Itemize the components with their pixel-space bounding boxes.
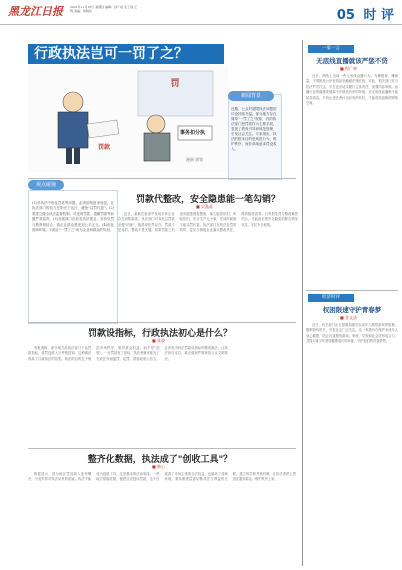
right-column-body-2: [306, 323, 398, 565]
article-2-paragraph: 有报道称，部分地方给执法部门下达罚款指标，将罚没收入与考核挂钩。这种做法背离了行政执法的初衷。执法的目的在于规范市场秩序、保护群众权益，而不是"创收"。一旦罚款有了指标，执法者就可能为了完成任务而滥罚、乱罚，损害政府公信力。必须坚决纠正罚款设指标的错误做法，让执法回归本位，真正做到严格规范公正文明执法。: [28, 346, 228, 361]
issue-info: 2021年11月18日 星期四 编辑：孙广斌 张丁锋 王辉 美编：杨晓彤: [70, 5, 138, 13]
article-1-paragraph: 近日，某地在检查中发现多家企业存在消防隐患，执法部门对其处以罚款后便"结案"，隐患却依然存在。罚款不是目的，整改才是关键。如果罚款之后没有跟进督促整改，那么隐患依旧，风险依旧。安全生产无小事，任何时候都不能以罚代管。执法部门在依法处罚的同时，更应当督促企业落实整改责任，做到隐患清零。只有把处罚与整改紧密结合，才能真正把安全隐患消除在萌芽状态，守住安全底线。: [118, 212, 298, 233]
viewpoints-text: (1)对执法中的乱罚款等问题，必须用制度来规范，让执法部门的权力在阳光下运行，避免"以罚代管"。(2)要建立健全执法监督机制，对违规罚款、超额罚款等问题严肃追责。(3)各级部门应转变执法观念，坚持处罚与教育相结合，真正让群众感受到公平正义。(4)优化营商环境，不能让"一罚了之"成为企业和群众的负担。: [32, 201, 114, 233]
news-background-text: 近期，公众对超限执法问题的讨论持续升温。部分地方存在简单"一罚了之"现象，有的执法部门把罚款作为主要手段，忽视了教育引导和规范管理，引发社会关注。专家指出，执法的根本目的是规范行为、维护秩序，而非单纯追求罚没收入。: [231, 107, 277, 151]
newspaper-logo: 黑龙江日报: [8, 5, 63, 18]
svg-text:罚: 罚: [170, 79, 180, 89]
viewpoints-tag: 观点碰撞: [28, 180, 64, 190]
column-divider: [302, 40, 303, 566]
right-column-title: 无底线直播就该严惩不贷: [316, 57, 388, 65]
right-column-label: 一家一言: [308, 45, 354, 53]
right-column-author: ■ 程广林: [340, 66, 358, 71]
page-header: [337, 4, 394, 23]
article-3-paragraph: 数据显示，部分地区罚没收入连年攀升，引发外界对执法动机的质疑。执法不能成为创收工具，这是基本的法治底线。一些地方财政吃紧，便把目光投向罚款，这不仅侵害了市场主体的合法权益，也破坏了营商环境。要从制度层面切断执法与利益的关联，建立科学的考核机制，让执法者把心思放在服务群众、维护秩序上来。: [28, 472, 296, 482]
news-background-tag: 新闻背景: [228, 91, 274, 101]
article-3-author: ■ 韩心: [152, 464, 166, 469]
section-divider-mid: [28, 322, 296, 323]
article-2-body: [28, 346, 296, 442]
cartoon-sign-text: 罚款: [98, 144, 111, 151]
section-divider-top: [28, 178, 296, 179]
right-column-paragraph: 近日，网络上出现一些无底线直播行为，为博眼球、赚流量，不惜挑战公序良俗甚至触碰法律红线。对此，相关部门应当依法严厉打击，平台也应切实履行主体责任，加强内容审核。直播行业的健康发展离不开规范有序的环境，对无底线直播绝不能姑息纵容。只有让违法者付出应有的代价，才能营造清朗的网络空间。: [306, 74, 398, 106]
feature-headline: 行政执法岂可一罚了之？: [28, 44, 224, 64]
cartoon-credit: 漫画 郭铭: [186, 157, 204, 162]
article-1-author: ■ 吴晶晶: [196, 204, 214, 209]
section-name: 时 评: [363, 8, 394, 23]
right-column-label-2: 经济时评: [308, 294, 354, 302]
viewpoints-box: [28, 190, 118, 324]
article-1-title: 罚款代整改，安全隐患能一笔勾销？: [135, 195, 280, 205]
right-column-title-2: 权困限速守护青春梦: [322, 306, 382, 314]
masthead: [0, 0, 402, 25]
article-2-title: 罚款设指标，行政执法初心是什么？: [87, 329, 232, 339]
article-1-body: [118, 212, 298, 316]
article-3-title: 整齐化数据，执法成了"创收工具"？: [87, 455, 233, 465]
right-column-body: [306, 74, 398, 286]
article-2-author: ■ 张骁: [152, 338, 166, 343]
news-background-box: [228, 94, 282, 180]
article-3-body: [28, 472, 296, 564]
cartoon-banner-text: 事务扣分执: [180, 130, 206, 136]
page-number: 05: [336, 8, 355, 23]
right-column-author-2: ■ 张文清: [340, 315, 358, 320]
section-divider-bottom: [28, 448, 296, 449]
right-column-paragraph-2: 近日，有关部门出台措施加强对未成年人网络游戏的管理，限制游戏时长，引发社会广泛关注。这一举措旨在保护未成年人身心健康，防止沉迷网络游戏。家庭、学校和社会应形成合力，共同为青少年营造健康成长的环境，守护他们的青春梦想。: [306, 323, 398, 344]
right-divider: [306, 290, 398, 291]
